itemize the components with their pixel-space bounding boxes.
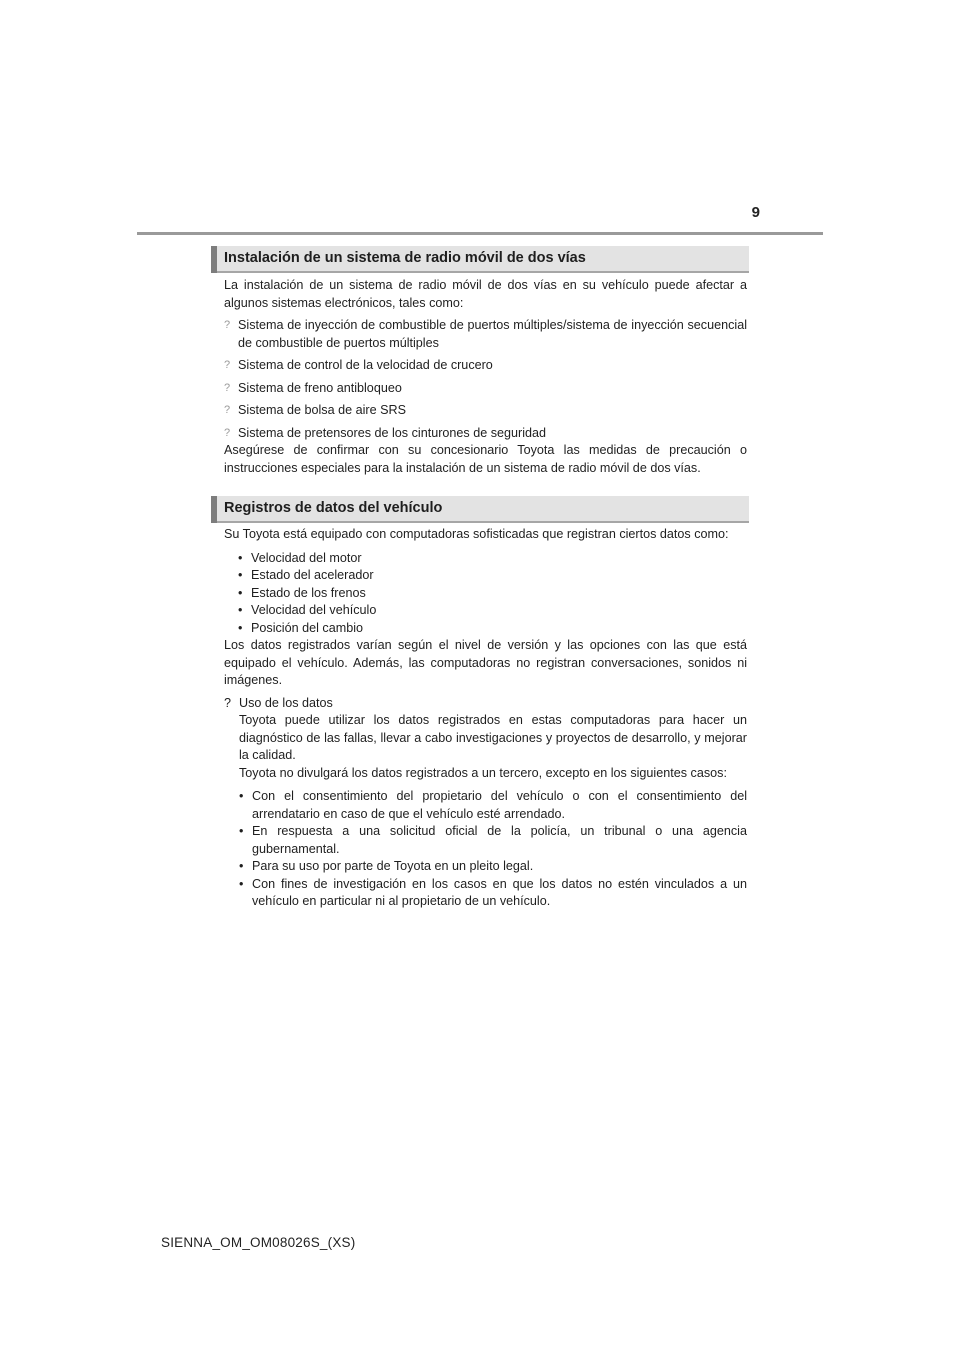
- section-body-data: [224, 526, 747, 911]
- section-title-data: Registros de datos del vehículo: [224, 500, 443, 516]
- topic-body-1: Toyota puede utilizar los datos registrados en estas computadoras para hacer un diagnóstico de las fallas, llevar a cabo investigaciones y proyectos de desarrollo, y mejorar la calidad.: [239, 713, 747, 762]
- list-item-text: Sistema de freno antibloqueo: [238, 380, 402, 395]
- list-item: [224, 380, 747, 398]
- section-title-radio: Instalación de un sistema de radio móvil de dos vías: [224, 250, 586, 266]
- document-code: SIENNA_OM_OM08026S_(XS): [161, 1235, 356, 1250]
- list-item-text: Para su uso por parte de Toyota en un pleito legal.: [252, 859, 534, 873]
- list-item-text: Sistema de control de la velocidad de crucero: [238, 358, 493, 372]
- topic-heading: Uso de los datos: [239, 695, 333, 710]
- bullet: •: [239, 789, 244, 803]
- radio-intro: La instalación de un sistema de radio móvil de dos vías en su vehículo puede afectar a algunos sistemas electrónicos, tales como:: [224, 278, 747, 310]
- list-item-text: Con el consentimiento del propietario del vehículo o con el consentimiento del arrendatario en caso de que el vehículo esté arrendado.: [252, 789, 747, 821]
- topic-body-2: Toyota no divulgará los datos registrados a un tercero, excepto en los siguientes casos:: [239, 765, 727, 780]
- section-header-data: [211, 496, 749, 523]
- list-item-text: En respuesta a una solicitud oficial de la policía, un tribunal o una agencia gubernamental.: [252, 824, 747, 856]
- data-intro: Su Toyota está equipado con computadoras sofisticadas que registran ciertos datos como:: [224, 527, 729, 541]
- data-paragraph: Los datos registrados varían según el nivel de versión y las opciones con las que está equipado el vehículo. Además, las computadoras no registran conversaciones, sonidos ni imágenes.: [224, 638, 747, 687]
- section-marker-bar: [211, 246, 217, 273]
- topic-marker: ?: [224, 695, 232, 710]
- list-marker: ?: [224, 404, 231, 416]
- bullet: •: [238, 585, 243, 600]
- bullet: •: [239, 876, 244, 891]
- header-rule: [137, 232, 823, 235]
- list-item-text: Sistema de bolsa de aire SRS: [238, 403, 407, 417]
- list-marker: ?: [224, 426, 231, 439]
- list-item-text: Posición del cambio: [251, 620, 364, 635]
- page-number: 9: [751, 204, 760, 221]
- list-item: [238, 567, 747, 585]
- list-item-text: Velocidad del motor: [251, 550, 362, 565]
- list-item: [224, 425, 747, 443]
- data-usage-topic: [224, 695, 747, 911]
- bullet: •: [239, 859, 244, 873]
- list-item-text: Estado de los frenos: [251, 585, 366, 600]
- bullet: •: [238, 620, 243, 635]
- bullet: •: [239, 824, 244, 838]
- bullet: •: [238, 550, 243, 565]
- list-item: [238, 620, 747, 638]
- list-marker: ?: [224, 359, 231, 371]
- list-item: [224, 402, 747, 420]
- radio-closing: Asegúrese de confirmar con su concesionario Toyota las medidas de precaución o instrucciones especiales para la instalación de un sistema de radio móvil de dos vías.: [224, 443, 747, 475]
- list-marker: ?: [224, 319, 231, 331]
- list-item: [239, 788, 747, 823]
- list-item-text: Sistema de inyección de combustible de puertos múltiples/sistema de inyección secuencial de combustible de puertos múltiples: [238, 318, 747, 350]
- list-item: [224, 317, 747, 352]
- list-item: [239, 823, 747, 858]
- list-item-text: Estado del acelerador: [251, 568, 374, 582]
- section-body-radio: [224, 277, 747, 477]
- list-item-text: Sistema de pretensores de los cinturones de seguridad: [238, 425, 547, 440]
- list-item: [239, 858, 747, 876]
- list-item-text: Velocidad del vehículo: [251, 603, 377, 617]
- section-marker-bar: [211, 496, 217, 523]
- list-item-text: Con fines de investigación en los casos en que los datos no estén vinculados a un vehículo en particular ni al propietario de un vehículo.: [252, 876, 747, 908]
- bullet: •: [238, 568, 243, 582]
- bullet: •: [238, 603, 243, 617]
- list-item: [238, 602, 747, 620]
- recorded-data-list: [238, 550, 747, 638]
- list-item: [224, 357, 747, 375]
- disclosure-list: [239, 788, 747, 911]
- list-item: [238, 585, 747, 603]
- section-header-radio: [211, 246, 749, 273]
- list-item: [238, 550, 747, 568]
- list-marker: ?: [224, 381, 231, 394]
- list-item: [239, 876, 747, 911]
